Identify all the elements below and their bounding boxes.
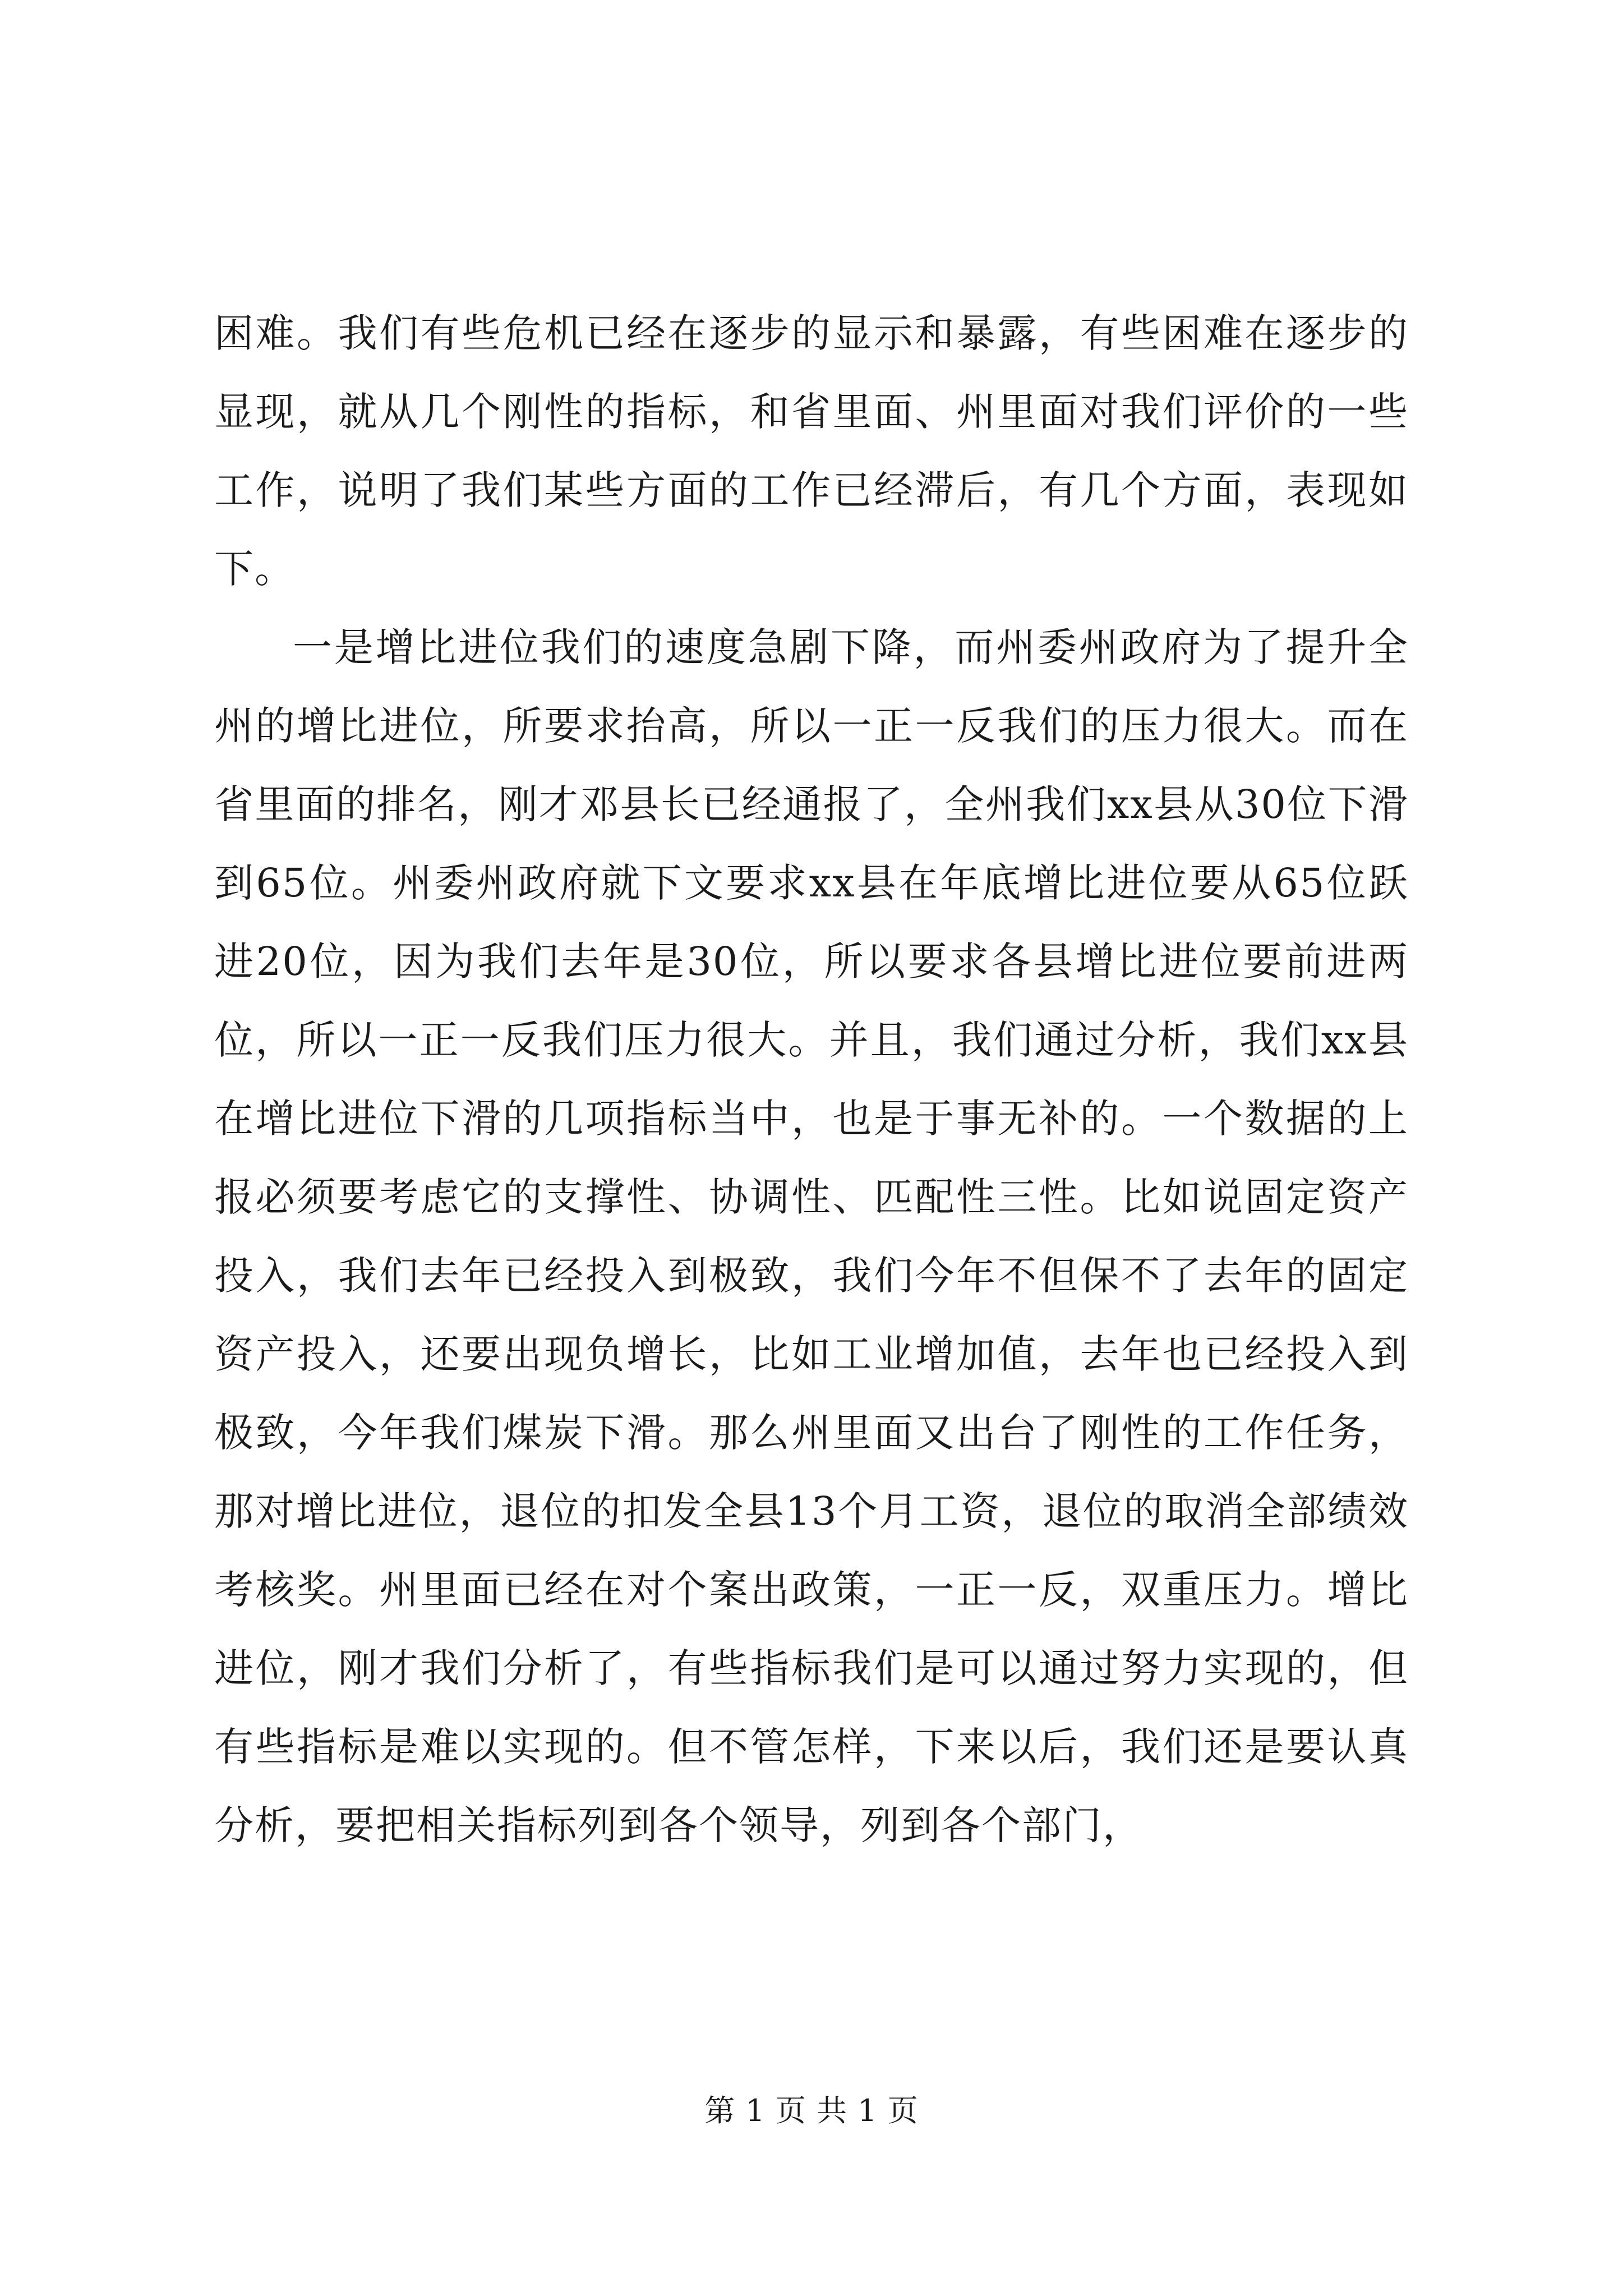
- document-body: [214, 294, 1409, 1865]
- page-footer: 第 1 页 共 1 页: [704, 2093, 919, 2128]
- paragraph-continuation: 困难。我们有些危机已经在逐步的显示和暴露，有些困难在逐步的显现，就从几个刚性的指标，和省里面、州里面对我们评价的一些工作，说明了我们某些方面的工作已经滞后，有几个方面，表现如下。: [214, 310, 1409, 592]
- paragraph-growth-ranking: 一是增比进位我们的速度急剧下降，而州委州政府为了提升全州的增比进位，所要求抬高，所以一正一反我们的压力很大。而在省里面的排名，刚才邓县长已经通报了，全州我们xx县从30位下滑到65位。州委州政府就下文要求xx县在年底增比进位要从65位跃进20位，因为我们去年是30位，所以要求各县增比进位要前进两位，所以一正一反我们压力很大。并且，我们通过分析，我们xx县在增比进位下滑的几项指标当中，也是于事无补的。一个数据的上报必须要考虑它的支撑性、协调性、匹配性三性。比如说固定资产投入，我们去年已经投入到极致，我们今年不但保不了去年的固定资产投入，还要出现负增长，比如工业增加值，去年也已经投入到极致，今年我们煤炭下滑。那么州里面又出台了刚性的工作任务，那对增比进位，退位的扣发全县13个月工资，退位的取消全部绩效考核奖。州里面已经在对个案出政策，一正一反，双重压力。增比进位，刚才我们分析了，有些指标我们是可以通过努力实现的，但有些指标是难以实现的。但不管怎样，下来以后，我们还是要认真分析，要把相关指标列到各个领导，列到各个部门，: [214, 624, 1409, 1848]
